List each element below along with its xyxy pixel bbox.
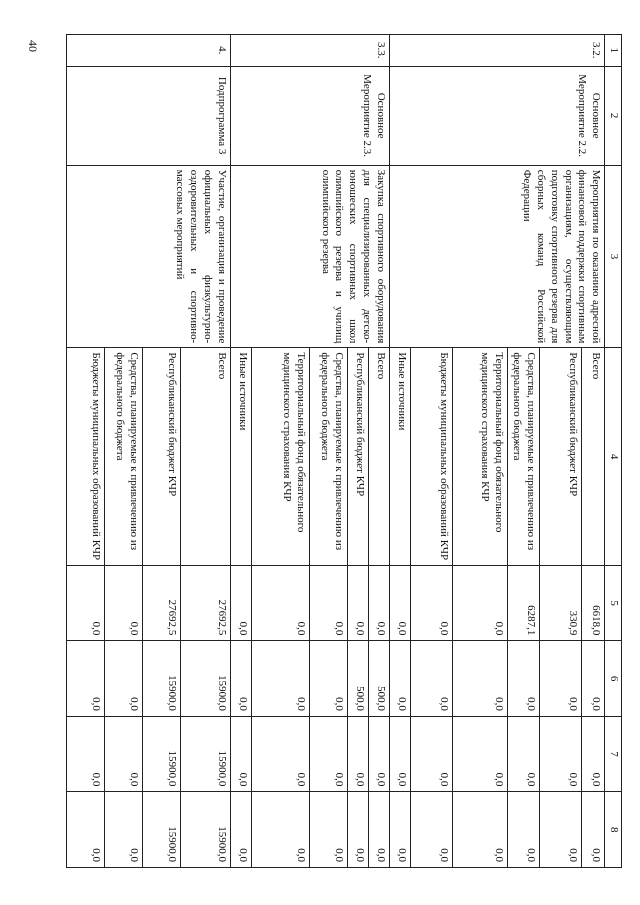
amount-cell: 15900,0 — [180, 792, 230, 868]
amount-cell: 0,0 — [507, 641, 540, 717]
amount-cell: 0,0 — [507, 716, 540, 792]
column-number: 8 — [605, 792, 622, 868]
amount-cell: 0,0 — [66, 716, 104, 792]
funding-source: Республиканский бюджет КЧР — [142, 348, 180, 566]
amount-cell: 15900,0 — [180, 641, 230, 717]
amount-cell: 0,0 — [389, 565, 410, 641]
table-row — [582, 35, 605, 868]
amount-cell: 330,9 — [540, 565, 582, 641]
amount-cell: 6287,1 — [507, 565, 540, 641]
funding-source: Республиканский бюджет КЧР — [540, 348, 582, 566]
amount-cell: 0,0 — [66, 641, 104, 717]
amount-cell: 0,0 — [230, 792, 251, 868]
funding-source: Иные источники — [389, 348, 410, 566]
column-number: 5 — [605, 565, 622, 641]
amount-cell: 0,0 — [582, 641, 605, 717]
amount-cell: 0,0 — [66, 792, 104, 868]
amount-cell: 0,0 — [389, 716, 410, 792]
amount-cell: 0,0 — [251, 641, 309, 717]
amount-cell: 0,0 — [104, 792, 142, 868]
funding-source: Всего — [368, 348, 389, 566]
amount-cell: 0,0 — [540, 641, 582, 717]
amount-cell: 0,0 — [230, 641, 251, 717]
amount-cell: 0,0 — [309, 565, 347, 641]
amount-cell: 6618,0 — [582, 565, 605, 641]
funding-source: Средства, планируемые к привлечению из федерального бюджета — [309, 348, 347, 566]
amount-cell: 0,0 — [251, 792, 309, 868]
table-row — [368, 35, 389, 868]
amount-cell: 0,0 — [389, 641, 410, 717]
funding-source: Всего — [582, 348, 605, 566]
budget-table — [66, 34, 622, 868]
amount-cell: 0,0 — [410, 565, 452, 641]
row-number: 4. — [66, 35, 230, 67]
amount-cell: 0,0 — [452, 565, 507, 641]
amount-cell: 0,0 — [347, 792, 368, 868]
amount-cell: 0,0 — [230, 716, 251, 792]
table-header-row — [605, 35, 622, 868]
amount-cell: 27692,5 — [142, 565, 180, 641]
amount-cell: 0,0 — [230, 565, 251, 641]
funding-source: Территориальный фонд обязательного медицинского страхования КЧР — [251, 348, 309, 566]
amount-cell: 0,0 — [452, 641, 507, 717]
amount-cell: 0,0 — [452, 792, 507, 868]
amount-cell: 0,0 — [66, 565, 104, 641]
funding-source: Республиканский бюджет КЧР — [347, 348, 368, 566]
program-description: Участие, организация и проведение официальных физкультурно-оздоровительных и спортивно-массовых мероприятий — [66, 165, 230, 348]
funding-source: Бюджеты муниципальных образований КЧР — [66, 348, 104, 566]
amount-cell: 0,0 — [452, 716, 507, 792]
column-number: 4 — [605, 348, 622, 566]
amount-cell: 0,0 — [540, 792, 582, 868]
amount-cell: 0,0 — [251, 716, 309, 792]
amount-cell: 15900,0 — [142, 792, 180, 868]
funding-source: Средства, планируемые к привлечению из федерального бюджета — [104, 348, 142, 566]
amount-cell: 0,0 — [347, 565, 368, 641]
funding-source: Средства, планируемые к привлечению из федерального бюджета — [507, 348, 540, 566]
amount-cell: 0,0 — [251, 565, 309, 641]
program-name: Основное Мероприятие 2.2. — [389, 66, 605, 165]
amount-cell: 0,0 — [347, 716, 368, 792]
amount-cell: 0,0 — [389, 792, 410, 868]
amount-cell: 0,0 — [104, 565, 142, 641]
row-number: 3.2. — [389, 35, 605, 67]
rotated-page — [52, 34, 622, 868]
amount-cell: 500,0 — [368, 641, 389, 717]
amount-cell: 0,0 — [410, 792, 452, 868]
amount-cell: 15900,0 — [142, 716, 180, 792]
column-number: 3 — [605, 165, 622, 348]
table-row — [180, 35, 230, 868]
amount-cell: 0,0 — [368, 565, 389, 641]
amount-cell: 0,0 — [582, 716, 605, 792]
program-name: Подпрограмма 3 — [66, 66, 230, 165]
amount-cell: 0,0 — [507, 792, 540, 868]
funding-source: Иные источники — [230, 348, 251, 566]
amount-cell: 0,0 — [104, 641, 142, 717]
amount-cell: 0,0 — [540, 716, 582, 792]
amount-cell: 0,0 — [410, 641, 452, 717]
amount-cell: 27692,5 — [180, 565, 230, 641]
page-number: 40 — [26, 40, 40, 52]
funding-source: Бюджеты муниципальных образований КЧР — [410, 348, 452, 566]
amount-cell: 0,0 — [104, 716, 142, 792]
amount-cell: 0,0 — [582, 792, 605, 868]
amount-cell: 0,0 — [309, 641, 347, 717]
amount-cell: 15900,0 — [142, 641, 180, 717]
column-number: 1 — [605, 35, 622, 67]
column-number: 2 — [605, 66, 622, 165]
amount-cell: 0,0 — [368, 716, 389, 792]
column-number: 7 — [605, 716, 622, 792]
amount-cell: 0,0 — [368, 792, 389, 868]
funding-source: Территориальный фонд обязательного медицинского страхования КЧР — [452, 348, 507, 566]
column-number: 6 — [605, 641, 622, 717]
program-description: Мероприятия по оказанию адресной финансовой поддержки спортивным организациям, осуществляющим подготовку спортивного резерва для сборных команд Российской Федерации — [389, 165, 605, 348]
amount-cell: 500,0 — [347, 641, 368, 717]
row-number: 3.3. — [230, 35, 389, 67]
amount-cell: 0,0 — [410, 716, 452, 792]
funding-source: Всего — [180, 348, 230, 566]
amount-cell: 0,0 — [309, 792, 347, 868]
program-description: Закупка спортивного оборудования для специализированных детско-юношеских спортивных школ олимпийского резерва и училищ олимпийского резерва — [230, 165, 389, 348]
program-name: Основное Мероприятие 2.3. — [230, 66, 389, 165]
amount-cell: 15900,0 — [180, 716, 230, 792]
amount-cell: 0,0 — [309, 716, 347, 792]
